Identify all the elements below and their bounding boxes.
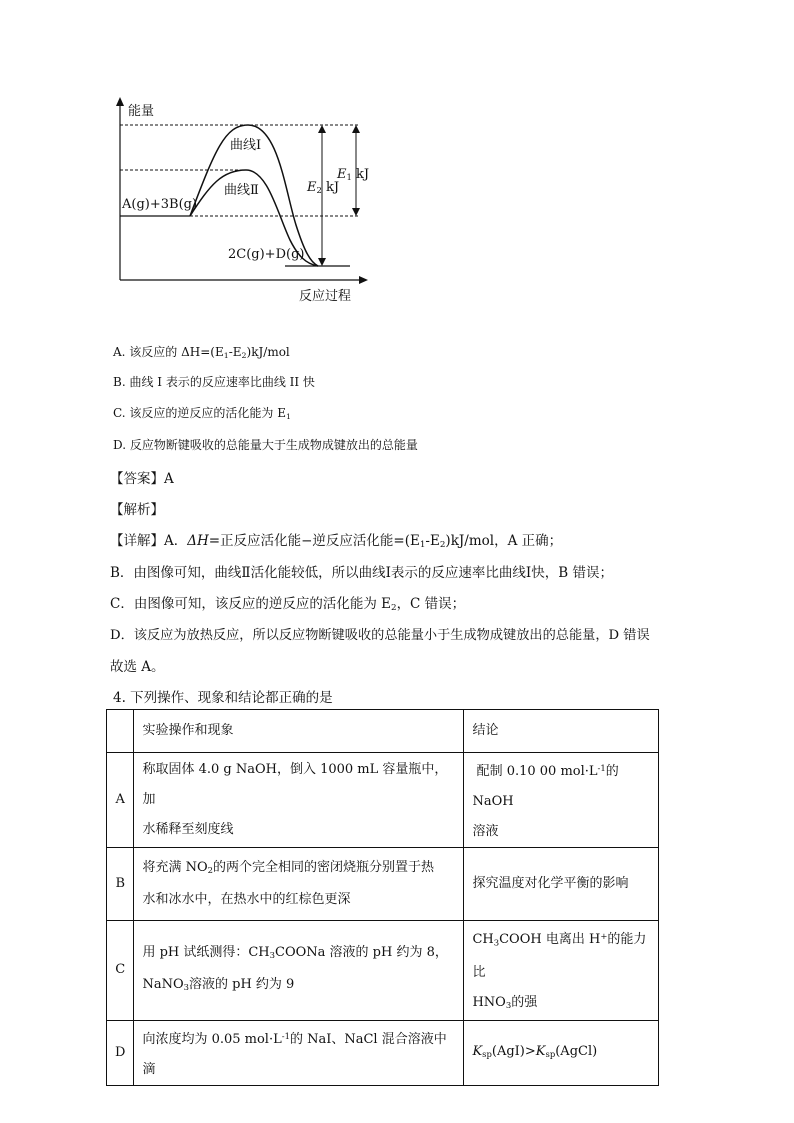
row-c-con1-post: 的能力比 [472, 932, 647, 980]
row-d-op-pre: 向浓度均为 0.05 mol·L [142, 1031, 282, 1047]
row-d-con-s1: sp [482, 1048, 492, 1059]
analysis-label: 【解析】 [110, 502, 164, 518]
row-c-op-line1 [142, 938, 455, 970]
row-c-con1-sub: 3 [493, 937, 500, 948]
explain-3-post: ，C 错误； [396, 596, 466, 612]
explain-3-sub: 2 [390, 603, 397, 614]
explain-1-sub1: 1 [419, 540, 426, 551]
row-a-label: A [107, 753, 134, 848]
explain-1-mid2: -E [425, 533, 440, 549]
row-c-op1-post: COONa 溶液的 pH 约为 8， [275, 945, 448, 961]
table-row-c [107, 921, 659, 1020]
row-a-operation [134, 753, 464, 848]
row-c-conclusion [464, 921, 659, 1020]
e2-arrow-head-top [318, 125, 326, 133]
row-c-op1-pre: 用 pH 试纸测得：CH [142, 945, 270, 961]
question-4-title: 4. 下列操作、现象和结论都正确的是 [113, 690, 333, 706]
option-a-pre: A. 该反应的 ΔH=(E [113, 345, 224, 359]
header-col1: 实验操作和现象 [134, 710, 464, 753]
row-b-op-sub: 2 [207, 865, 213, 876]
row-b-op-pre: 将充满 NO [142, 860, 208, 876]
explain-1-mid: =正反应活化能−逆反应活化能=(E [208, 533, 420, 549]
curve-2-label: 曲线Ⅱ [224, 183, 259, 198]
row-c-con2-sub: 3 [505, 999, 512, 1010]
row-c-op2-pre: NaNO [142, 977, 184, 993]
reactants-label: A(g)+3B(g) [122, 197, 198, 212]
row-c-op2-post: 溶液的 pH 约为 9 [188, 977, 295, 993]
option-a-post: )kJ/mol [246, 345, 290, 359]
table-header-row [107, 710, 659, 753]
row-c-operation [134, 921, 464, 1020]
e1-symbol: E [337, 167, 347, 182]
explain-line-4: D．该反应为放热反应，所以反应物断键吸收的总能量小于生成物成键放出的总能量，D 错误 [110, 628, 650, 643]
e1-unit: kJ [351, 167, 370, 182]
e2-unit: kJ [321, 180, 340, 195]
e2-arrow-head-bottom [318, 258, 326, 266]
option-a-mid: -E [228, 345, 242, 359]
answer-value: A [164, 471, 174, 487]
option-c-pre: C. 该反应的逆反应的活化能为 E [113, 406, 286, 420]
explain-line-3 [110, 592, 465, 613]
row-d-operation [134, 1020, 464, 1085]
x-axis-arrow [359, 276, 368, 284]
row-c-op2-sub: 3 [183, 982, 189, 993]
row-d-con-mid: (AgI)> [491, 1043, 536, 1059]
products-label: 2C(g)+D(g) [228, 247, 305, 262]
explain-1-pre: 【详解】A． [110, 533, 188, 549]
row-d-label: D [107, 1020, 134, 1085]
row-c-label: C [107, 921, 134, 1020]
row-b-op-post: 的两个完全相同的密闭烧瓶分别置于热 [212, 860, 434, 876]
row-d-op-post: 的 NaI、NaCl 混合溶液中滴 [142, 1031, 447, 1077]
row-c-con2-post: 的强 [511, 994, 538, 1010]
table-row-d [107, 1020, 659, 1085]
explain-line-2: B．由图像可知，曲线Ⅱ活化能较低，所以曲线Ⅰ表示的反应速率比曲线Ⅰ快，B 错误； [110, 565, 613, 581]
option-b: B. 曲线 I 表示的反应速率比曲线 II 快 [113, 375, 315, 389]
header-col2: 结论 [464, 710, 659, 753]
row-d-con-k2: K [535, 1043, 546, 1059]
row-a-con-post: 的 NaOH [472, 764, 619, 810]
row-c-con1-mid: COOH 电离出 H [499, 932, 601, 948]
row-c-con2-pre: HNO [472, 994, 506, 1010]
row-d-conclusion [464, 1020, 659, 1085]
row-d-con-post: (AgCl) [555, 1043, 598, 1059]
explain-1-post: )kJ/mol，A 正确； [445, 533, 563, 549]
row-d-op-sup: -1 [281, 1030, 290, 1041]
row-c-con1-pre: CH [472, 932, 494, 948]
e1-arrow-head-top [352, 125, 360, 133]
curve-1-label: 曲线Ⅰ [230, 138, 262, 153]
table-row-b [107, 848, 659, 921]
row-a-op-line1: 称取固体 4.0 g NaOH，倒入 1000 mL 容量瓶中，加 [142, 762, 448, 808]
row-b-op-line2: 水和冰水中，在热水中的红棕色更深 [142, 892, 351, 908]
explain-1-dh: ΔH [187, 533, 209, 549]
option-c-sub: 1 [285, 411, 291, 421]
row-a-conclusion [464, 753, 659, 848]
option-d: D. 反应物断键吸收的总能量大于生成物成键放出的总能量 [113, 438, 418, 452]
y-axis-arrow [116, 97, 124, 106]
option-c [113, 404, 291, 421]
row-b-label: B [107, 848, 134, 921]
row-c-con-line1 [472, 921, 650, 987]
row-d-con-s2: sp [545, 1048, 556, 1059]
row-a-con-sup: -1 [597, 763, 606, 773]
row-a-con-line1 [472, 753, 650, 817]
header-empty-cell [107, 710, 134, 753]
explain-3-pre: C．由图像可知，该反应的逆反应的活化能为 E [110, 596, 391, 612]
explain-line-1 [110, 529, 562, 550]
row-a-op-line2: 水稀释至刻度线 [142, 822, 234, 838]
explain-line-5: 故选 A。 [110, 659, 165, 675]
option-a-sub2: 2 [241, 350, 247, 360]
e2-symbol: E [307, 180, 317, 195]
energy-diagram [0, 0, 794, 320]
row-c-con-line2 [472, 988, 650, 1020]
explain-1-sub2: 2 [439, 540, 446, 551]
row-d-con-k1: K [472, 1043, 483, 1059]
row-b-conclusion: 探究温度对化学平衡的影响 [464, 848, 659, 921]
y-axis-label: 能量 [128, 104, 155, 119]
e1-label [337, 167, 369, 182]
e1-arrow-head-bottom [352, 208, 360, 216]
e2-label [307, 180, 339, 195]
e1-sub: 1 [346, 172, 352, 183]
e2-sub: 2 [316, 185, 322, 196]
row-c-op1-sub: 3 [269, 950, 276, 961]
row-c-con1-sup: + [600, 931, 608, 942]
question-4-table [106, 709, 659, 1086]
row-c-op-line2 [142, 970, 455, 1002]
row-a-con-pre: 配制 0.10 00 mol·L [476, 764, 598, 780]
row-b-op-line1 [142, 853, 455, 885]
answer-line [110, 467, 174, 487]
row-a-con-line2: 溶液 [472, 824, 499, 840]
answer-label: 【答案】 [110, 471, 164, 487]
option-a [113, 343, 290, 360]
x-axis-label: 反应过程 [299, 289, 352, 304]
table-row-a [107, 753, 659, 848]
option-a-sub1: 1 [223, 350, 229, 360]
row-b-operation [134, 848, 464, 921]
